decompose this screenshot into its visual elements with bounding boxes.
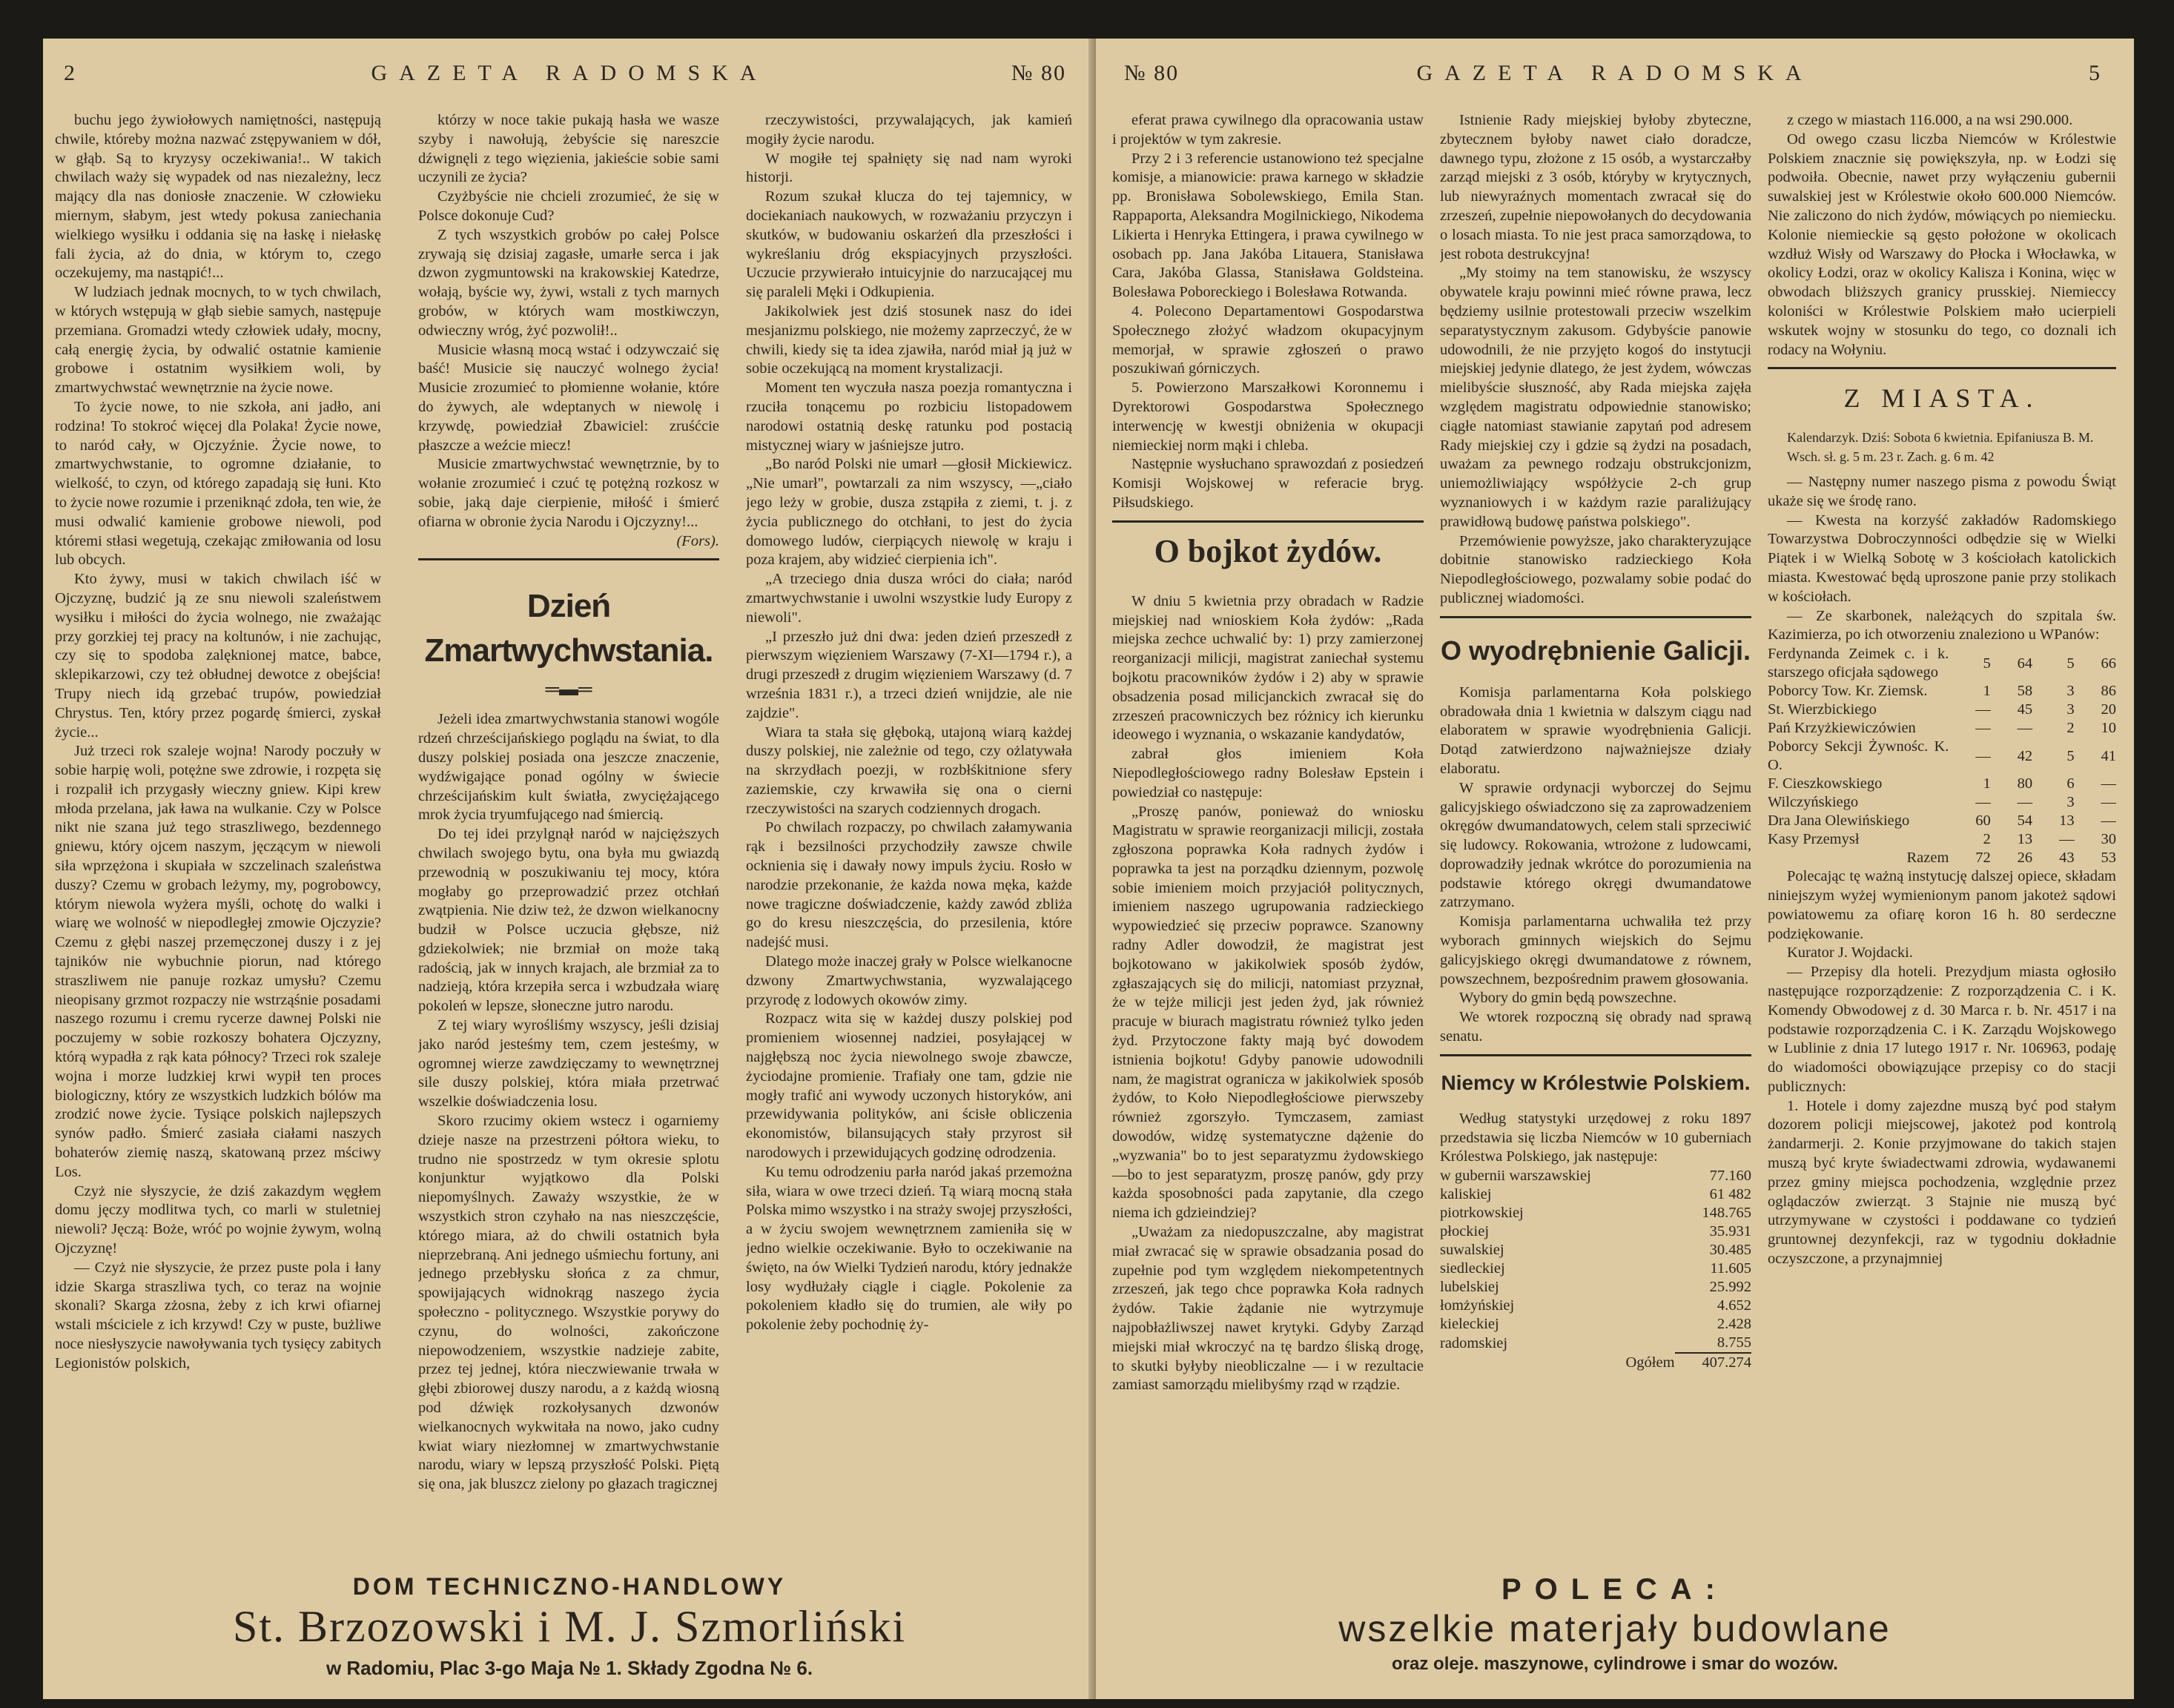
paragraph: We wtorek rozpoczną się obrady nad sprawą senatu. — [1440, 1009, 1751, 1045]
gubernia-name: łomżyńskiej — [1440, 1297, 1515, 1314]
amount-rb: 1 — [1983, 775, 1991, 792]
paragraph: „Bo naród Polski nie umarł —głosił Mickiewicz. „Nie umarł", powtarzali za nim wszyscy, —„ciało jego leży w grobie, dusza zstąpiła z ziemi, t. j. z życia publicznego do otchłani, to jest do życia domowego ludów, cierpiących niewolę w kraju i poza krajem, aby widzieć cierpienia ich". — [746, 456, 1072, 569]
statistics-table — [1440, 1167, 1751, 1372]
paragraph: Kurator J. Wojdacki. — [1787, 944, 1913, 961]
gubernia-name: piotrkowskiej — [1440, 1205, 1524, 1222]
advertisement-brzozowski — [43, 1573, 1096, 1680]
population-value: 35.931 — [1709, 1223, 1751, 1240]
amount-kop: 45 — [2017, 701, 2033, 718]
paragraph: W mogiłe tej spałnięty się nad nam wyroki historji. — [746, 150, 1072, 186]
author-signature: (Fors). — [676, 532, 719, 549]
stats-intro: Według statystyki urzędowej z roku 1897 przedstawia się liczba Niemców w 10 guberniach Królestwa Polskiego, jak następuje: — [1440, 1110, 1751, 1165]
divider — [1768, 367, 2116, 369]
donor-name: St. Wierzbickiego — [1768, 701, 1877, 718]
amount-h: 86 — [2101, 683, 2116, 700]
amount-h: 10 — [2101, 720, 2116, 737]
amount-h: — — [2101, 794, 2116, 811]
paragraph: Kto żywy, musi w takich chwilach iść w Ojczyznę, budzić ją ze snu niewoli szaleństwem wysiłku i miłości do życia wolnego, nie zważając przy gorzkiej tej pracy na koltunów, i nie zachując, czy się to spodoba zalęknionej matce, babce, sklepikarzowi, czy też obłudnej dewotce z obejścia! Trupy niech idą grzebać trupów, powiedział Chrystus. Ten, który przez pogardę śmierci, zyskał życie... — [55, 571, 381, 741]
paragraph: 5. Powierzono Marszałkowi Koronnemu i Dyrektorowi Gospodarstwa Społecznego interwencję w kwestji obniżenia w okupacji niemieckiej norm mąki i chleba. — [1112, 380, 1424, 454]
table-row — [1768, 793, 2116, 812]
table-row — [1440, 1241, 1751, 1260]
paragraph: Do tej idei przylgnął naród w najcięższych chwilach swojego bytu, ona była mu gwiazdą przewodnią w poszukiwaniu tej mocy, która mogłaby go przeprowadzić przez otchłań zwątpienia. Nie dziw też, że dzwon wielkanocny budził w Polsce uczucia głębsze, niż gdziekolwiek; nie brzmiał on może taką radością, jak w innych krajach, ale brzmiał za to nadzieją, która krzepiła serca i wzbudzała wiarę pokoleń w lepsze, słoneczne jutro narodu. — [418, 826, 719, 1015]
amount-h: 20 — [2101, 701, 2116, 718]
table-row — [1768, 719, 2116, 738]
table-row — [1768, 812, 2116, 830]
left-page-header — [43, 61, 1096, 102]
population-value: 4.652 — [1717, 1297, 1751, 1314]
left-page — [43, 39, 1096, 1699]
divider — [418, 558, 719, 560]
amount-h: 53 — [2101, 850, 2116, 867]
article-heading: O bojkot żydów. — [1154, 532, 1382, 569]
column-left-1 — [55, 111, 381, 1601]
paragraph: Z tej wiary wyrośliśmy wszyscy, jeśli dzisiaj jako naród jesteśmy tem, czem jesteśmy, w ogromnej wierze zawdzięczamy to wewnętrznej sile duszy polskiej, która miała przetrwać wszelkie doświadczenia losu. — [418, 1017, 719, 1110]
article-text — [1440, 683, 1751, 1047]
article-text — [1768, 473, 2116, 645]
sunrise-line: Wsch. sł. g. 5 m. 23 r. Zach. g. 6 m. 42 — [1787, 449, 1995, 465]
amount-kop: 13 — [2017, 831, 2033, 848]
table-row — [1440, 1185, 1751, 1204]
paragraph: „I przeszło już dni dwa: jeden dzień przeszedł z pierwszym więzieniem Warszawy (7-XI—1794 r.), a drugi przeszedł z drugim więzieniem Warszawy (d. 7 września 1831 r.), a trzeci dzień wnijdzie, ale nie zajdzie". — [746, 628, 1072, 721]
ad-line: DOM TECHNICZNO-HANDLOWY — [352, 1573, 787, 1600]
population-value: 11.605 — [1710, 1260, 1751, 1277]
paragraph: Jeżeli idea zmartwychwstania stanowi wogóle rdzeń chrześcijańskiego poglądu na świat, to dla duszy polskiej posiada ona jeszcze znaczenie, wydźwigające ponad ogólny w świecie chrześcijańskim kult światła, zwyciężającego mrok życia tryumfującego nad śmiercią. — [418, 711, 719, 824]
amount-rb: 5 — [1983, 655, 1991, 672]
article-text — [1112, 592, 1424, 1395]
paragraph: „Proszę panów, ponieważ do wniosku Magistratu w sprawie reorganizacji milicji, została zgłoszona poprawka Koła radnych żydów i poprawka ta jest na porządku dziennym, pozwolę sobie imieniem moich przyjaciół politycznych, imieniem naszego ugrupowania radzieckiego wypowiedzieć się przeciw poprawce. Szanowny radny Adler dowodził, że magistrat jest bojkotowano w jakikolwiek sposób żydów, zgłaszających się do milicji, natomiast przyznał, że w tejże milicji jest jeden żyd, jak również pracuje w biurach magistratu również tylko jeden żyd. Przytoczone fakty mają być dowodem istnienia bojkotu! Gdyby panowie udowodnili nam, że magistrat ogranicza w jakikolwiek sposób żydów, to Koło Niepodległościowe pierwszeby również zgorszyło. Tymczasem, zamiast dowodów, widzę systematyczne dążenie do „wyzwania" bo to jest separatyzmu żydowskiego—bo to jest separatyzm, proszę panów, gdy przy każda sposobności pada zapytanie, dla czego niema ich gdzieindziej? — [1112, 803, 1424, 1222]
calendar-line: Kalendarzyk. Dziś: Sobota 6 kwietnia. Epifaniusza B. M. — [1787, 430, 2094, 446]
table-row — [1440, 1315, 1751, 1334]
amount-kop: 42 — [2017, 747, 2033, 764]
total-label: Ogółem — [1625, 1354, 1675, 1371]
amount-rb: — — [1975, 701, 1991, 718]
paragraph: Moment ten wyczuła nasza poezja romantyczna i rzuciła tonącemu po rozbiciu listopadowem narodowi ostatnią deskę ratunku pod postacią mistycznej wiary w jaśniejsze jutro. — [746, 380, 1072, 454]
paragraph: W sprawie ordynacji wyborczej do Sejmu galicyjskiego oświadczono się za zaprowadzeniem okręgów dwumandatowych, celem stali sprzeciwić się ludowcy. Rokowania, wtrożone z ludowcami, doprowadziły jednak wkrótce do porozumienia na podstawie którego okręgi dwumandatowe zatrzymano. — [1440, 779, 1751, 911]
page-number: 2 — [64, 61, 87, 85]
donor-name: Poborcy Tow. Kr. Ziemsk. — [1768, 683, 1928, 700]
paragraph: Jakikolwiek jest dziś stosunek nasz do idei mesjanizmu polskiego, nie możemy zaprzeczyć, że w chwili, kiedy się ta idea zjawiła, naród miał ją już w sobie oczekującą na moment krystalizacji. — [746, 302, 1072, 377]
gubernia-name: radomskiej — [1440, 1334, 1508, 1351]
paragraph: Musicie własną mocą wstać i odzywczaić się baść! Musicie się nauczyć wolnego życia! Musicie zrozumieć to płomienne wołanie, które do żywych, ale wdeptanych w niewolę i krzywdę, powiedział Zbawiciel: zruśćcie płaszcze a weźcie miecz! — [418, 341, 719, 454]
paragraph: Wybory do gmin będą powszechne. — [1459, 990, 1677, 1007]
amount-kop: — — [2017, 794, 2033, 811]
population-value: 8.755 — [1717, 1334, 1751, 1351]
table-row — [1440, 1278, 1751, 1297]
gubernia-name: płockiej — [1440, 1223, 1490, 1240]
paragraph: To życie nowe, to nie szkoła, ani jadło, ani rodzina! To stokroć więcej dla Polaka! Życie nowe, to naród cały, w Ojczyźnie. Życie nowe, to zmartwychwstanie, to ogromne działanie, to wielkość, to czyn, od którego zapadają się łuni. Kto to życie nowe rozumie i przeniknąć zdoła, ten wie, że musi odwalić kamienie grobowe niewoli, pod któremi stłasi wegetują, czekając zmiłowania od losu lub obcych. — [55, 398, 381, 569]
amount-kor: 5 — [2066, 655, 2075, 672]
column-left-2 — [418, 111, 719, 1586]
paragraph: Następnie wysłuchano sprawozdań z posiedzeń Komisji Wojskowej w referacie bryg. Piłsudskiego. — [1112, 456, 1424, 511]
paragraph: Polecając tę ważną instytucję dalszej opiece, składam niniejszym wyżej wymienionym panom jakoteż sądowi powiatowemu za ofiarę koron 16 h. 80 serdeczne podziękowanie. — [1768, 868, 2116, 942]
amount-kor: 6 — [2066, 775, 2075, 792]
population-value: 61 482 — [1709, 1186, 1751, 1203]
paragraph: zabrał głos imieniem Koła Niepodległościowego radny Bolesław Epstein i powiedział co następuje: — [1112, 746, 1424, 801]
paragraph: Z tych wszystkich grobów po całej Polsce zrywają się dzisiaj zagasłe, umarłe serca i jak dzwon zygmuntowski na krakowskiej Katedrze, wołają, byście wy, żywi, wstali z tych marnych grobów, w których wam mostkiwczyn, odwieczny wróg, żyć pozwolił!.. — [418, 226, 719, 339]
right-page — [1096, 39, 2134, 1699]
amount-kop: 58 — [2017, 683, 2033, 700]
right-page-header — [1096, 61, 2134, 102]
paragraph: którzy w noce takie pukają hasła we wasze szyby i nawołują, żebyście się nareszcie dźwignęli z tego więzienia, jakieście sobie sami uczynili ze życia? — [418, 112, 719, 186]
paragraph: Przy 2 i 3 referencie ustanowiono też specjalne komisje, a mianowicie: prawa karnego w składzie pp. Bronisława Sobolewskiego, Emila Stan. Rappaporta, Aleksandra Mogilnickiego, Nikodema Likierta i Henryka Ettingera, i prawa cywilnego w osobach pp. Jana Jakóba Litauera, Stanisława Cara, Jakóba Glassa, Stanisława Goldsteina. Bolesława Poboreckiego i Bolesława Rotwanda. — [1112, 150, 1424, 301]
table-row — [1768, 645, 2116, 682]
paragraph: Po chwilach rozpaczy, po chwilach załamywania rąk i bezsilności przychodziły zawsze chwile ocknienia się i dawały nowy impuls życiu. Rosło w narodzie przekonanie, że każda nowa męka, każde nowe tragiczne doświadczenie, każdy zawód zbliża go do kresu nieszczęścia, do przesilenia, które nadejść musi. — [746, 819, 1072, 951]
article-heading: Niemcy w Królestwie Polskiem. — [1441, 1070, 1751, 1094]
paragraph: 1. Hotele i domy zajezdne muszą być pod stałym dozorem policji miejscowej, jakoteż pod kontrolą żandarmerji. 2. Konie przyjmowane do takich stajen muszą być kryte świadectwami zdrowia, wydawanemi przez gminy miejsca pochodzenia, względnie przez oglądaczów zwierząt. 3 Stajnie nie muszą być utrzymywane w czystości i poddawane co tydzień gruntownej dezynfekcji, raz w tygodniu dokładnie oczyszczone, a przynajmniej — [1768, 1097, 2116, 1268]
amount-h: 41 — [2101, 747, 2116, 764]
amount-kor: 3 — [2066, 701, 2075, 718]
section-heading: Z MIASTA. — [1843, 383, 2041, 414]
newspaper-title: GAZETA RADOMSKA — [1416, 61, 1814, 85]
column-right-1 — [1112, 111, 1424, 1601]
paragraph: rzeczywistości, przywalających, jak kamień mogiły życie narodu. — [746, 112, 1072, 148]
ad-line: POLECA: — [1501, 1573, 1728, 1606]
population-value: 148.765 — [1702, 1205, 1751, 1222]
table-row — [1768, 682, 2116, 701]
page-number: 5 — [2089, 61, 2112, 85]
table-total-row — [1440, 1353, 1751, 1372]
issue-number: № 80 — [1124, 61, 1180, 85]
donations-table — [1768, 645, 2116, 867]
article-text — [1768, 867, 2116, 1269]
amount-rb: 72 — [1975, 850, 1991, 867]
paragraph: Istnienie Rady miejskiej byłoby zbyteczne, zbytecznem byłoby nawet ciało doradcze, dawnego typu, złożone z 15 osób, a wystarczałby zarząd miejski z 3 osób, któryby w krytycznych, lub niewyraźnych momentach zwracał się do zrzeszeń, zupełnie niepowołanych do decydowania o losach miasta. To nie jest praca samorządowa, to jest robota destrukcyjna! — [1440, 112, 1751, 262]
paragraph: Ku temu odrodzeniu parła naród jakaś przemożna siła, wiara w owe trzeci dzień. Tą wiarą mocną stała Polska mimo wszystko i na straży swojej przyszłości, a w życiu swojem wewnętrznem zamieniła się w jedno wielkie oczekiwanie. Było to oczekiwanie na święto, na ów Wielki Tydzień narodu, który jednakże losy wydłużały ciągle i ciągle. Pokolenie za pokoleniem kładło się do trumien, ale wiły po pokolenie żeby pochodnię ży- — [746, 1163, 1072, 1334]
paragraph: Komisja parlamentarna Koła polskiego obradowała dnia 1 kwietnia w dalszym ciągu nad elaboratem w sprawie wyodrębnienia Galicji. Dotąd zatwierdzono najważniejsze działy elaboratu. — [1440, 683, 1751, 777]
paragraph: W dniu 5 kwietnia przy obradach w Radzie miejskiej nad wnioskiem Koła żydów: „Rada miejska zechce uchwalić by: 1) przy zamierzonej reorganizacji milicji, magistrat zaniechał systemu bojkotu pracowników żydów i 2) aby w sprawie obsadzenia posad milicjanckich zwracał się do zrzeszeń pracowniczych bez różnicy ich kierunku ideowego i wyznania, o wskazanie kandydatów, — [1112, 592, 1424, 744]
paragraph: W ludziach jednak mocnych, to w tych chwilach, w których wstępują w głąb siebie samych, następuje przemiana. Gromadzi wtedy człowiek udały, mocny, całą energię życia, by odwalić ostatnie kamienie grobowe i ostatnim wysiłkiem woli, by zmartwychwstać wewnętrznie na życie nowe. — [55, 284, 381, 397]
amount-kop: 64 — [2017, 655, 2033, 672]
paragraph: Od owego czasu liczba Niemców w Królestwie Polskiem znacznie się powiększyła, np. w Łodzi się podwoiła. Obecnie, nawet przy wyłączeniu gubernii suwalskiej jest w Królestwie około 600.000 Niemców. Nie zaliczono do nich żydów, mówiących po niemiecku. Kolonie niemieckie są gęsto położone w okolicach wzdłuż Wisły od Warszawy do Płocka i Włocławka, w okolicy Łodzi, oraz w okolicy Kalisza i Konina, więc w obwodach bliższych granicy prusskiej. Niemieccy koloniści w Królestwie Polskiem mało ucierpieli wskutek wojny w stosunku do tego, co doznali ich rodacy na Wołyniu. — [1768, 130, 2116, 358]
paragraph: Przemówienie powyższe, jako charakteryzujące dobitnie stanowisko radzieckiego Koła Niepodległościowego, pozwalamy sobie podać do publicznej wiadomości. — [1440, 532, 1751, 606]
table-row — [1440, 1297, 1751, 1315]
ornament: ═▬═ — [545, 678, 592, 701]
amount-kop: — — [2017, 720, 2033, 737]
amount-h: — — [2101, 775, 2116, 792]
paragraph: Rozum szukał klucza do tej tajemnicy, w dociekaniach naukowych, w rozważaniu przyczyn i skutków, w budowaniu oskarżeń dla przeszłości i wykreślaniu dróg ekspiacyjnych przyszłości. Uczucie przywierało intuicyjnie do narzucającej mu się paraleli Męki i Odkupienia. — [746, 188, 1072, 301]
paragraph: Skoro rzucimy okiem wstecz i ogarniemy dzieje nasze na przestrzeni półtora wieku, to trudno nie spostrzedz w tym okresie splotu konjunktur wyjątkowo dla Polski niepomyślnych. Zaważy wszystkie, że w wszystkich stron czyhało na nas nieszczęście, którego miara, aż do chwili ostatnich była nieprzebraną. Ani jednego uśmiechu fortuny, ani jednego przebłysku słońca z za chmur, spowijających widnokrąg naszego życia społeczno - politycznego. Wszystkie porywy do czynu, do wolności, zakończone niepowodzeniem, wszystkie nadzieje zabite, przez tej jednej, która nieczwiewanie trwała w głębi zbiorowej duszy narodu, a z każdą wiosną pod dźwięk rozkołysanych dzwonów wielkanocnych wykwitała na nowo, jako cudny kwiat wiary niezłomnej w zmartwychwstanie narodu, wiary w lepszą przyszłość Polski. Piętą się ona, jak bluszcz zielony po głazach tragicznej — [418, 1113, 719, 1493]
population-value: 77.160 — [1709, 1168, 1751, 1185]
article-text — [1112, 111, 1424, 513]
amount-kor: 5 — [2066, 747, 2075, 764]
paragraph: Musicie zmartwychwstać wewnętrznie, by to wołanie zrozumieć i czuć tę potężną rozkosz w sobie, jaką daje cierpienie, miłość i śmierć ofiarna w obronie życia Narodu i Ojczyzny!... — [418, 456, 719, 530]
amount-kop: 80 — [2017, 775, 2033, 792]
column-left-3 — [746, 111, 1072, 1586]
paragraph: — Ze skarbonek, należących do szpitala św. Kazimierza, po ich otworzeniu znaleziono u WPanów: — [1768, 607, 2116, 643]
paragraph: „My stoimy na tem stanowisku, że wszyscy obywatele kraju powinni mieć równe prawa, lecz będziemy usilnie protestowali przeciw wszelkim separatystycznym zakusom. Gdybyście panowie udowodnili, że nie przyjęto kogoś do instytucji miejskiej jedynie dlatego, że jest żydem, wówczas mielibyście słuszność, aby Rada miejska zajęła względem magistratu odpowiednie stanowisko; ciągłe natomiast stawianie zapytań pod adresem Rady miejskiej czy i gdzie są żydzi na posadach, uważam za pewnego rodzaju obstrukcjonizm, uniemożliwiający współżycie 2-ch grup wyznaniowych i w każdym razie paraliżujący prawidłową budowę państwa polskiego". — [1440, 265, 1751, 530]
paragraph: „A trzeciego dnia dusza wróci do ciała; naród zmartwychwstanie i uwolni wszystkie ludy Europy z niewoli". — [746, 571, 1072, 626]
amount-rb: 2 — [1983, 831, 1991, 848]
divider — [1440, 1054, 1751, 1056]
population-value: 25.992 — [1709, 1279, 1751, 1296]
donor-name: Dra Jana Olewińskiego — [1768, 812, 1910, 830]
newspaper-title: GAZETA RADOMSKA — [371, 61, 768, 85]
article-heading: Dzień Zmartwychwstania. — [424, 588, 713, 669]
population-value: 2.428 — [1717, 1316, 1751, 1333]
paragraph: Dlatego może inaczej grały w Polsce wielkanocne dzwony Zmartwychwstania, wyzwalającego przyrodę z lodowych okowów zimy. — [746, 953, 1072, 1008]
paragraph: — Czyż nie słyszycie, że przez puste pola i łany idzie Skarga straszliwa tych, co teraz na wojnie skonali? Skarga zżosna, żeby z ich krwi ofiarnej wstali mściciele z ich krzywd! Czy w puste, bużliwe noce niesłyszycie nawoływania tych tysięcy zabitych Legionistów polskich, — [55, 1259, 381, 1371]
donor-name: Poborcy Sekcji Żywnośc. K. O. — [1768, 738, 1949, 774]
column-right-3 — [1768, 111, 2116, 1601]
amount-h: — — [2101, 812, 2116, 830]
paragraph: Czyżbyście nie chcieli zrozumieć, że się w Polsce dokonuje Cud? — [418, 188, 719, 224]
table-total-row — [1768, 849, 2116, 867]
amount-kop: 26 — [2017, 850, 2033, 867]
amount-rb: — — [1975, 720, 1991, 737]
column-right-2 — [1440, 111, 1751, 1601]
donor-name: F. Cieszkowskiego — [1768, 775, 1883, 792]
table-row — [1768, 830, 2116, 849]
table-row — [1768, 775, 2116, 793]
gubernia-name: siedleckiej — [1440, 1260, 1505, 1277]
article-text — [418, 111, 719, 532]
article-text — [418, 710, 719, 1494]
amount-h: 66 — [2101, 655, 2116, 672]
paragraph: — Przepisy dla hoteli. Prezydjum miasta ogłosiło następujące rozporządzenie: Z rozporządzenia C. i K. Komendy Obwodowej z d. 30 Marca r. b. Nr. 4517 i na podstawie rozporządzenia C. i K. Zarządu Wojskowego w Lublinie z dnia 17 lutego 1917 r. Nr. 106963, podaję do wiadomości obowiązujące przepisy co do stacji publicznych: — [1768, 964, 2116, 1095]
paragraph: eferat prawa cywilnego dla opracowania ustaw i projektów w tym zakresie. — [1112, 112, 1424, 148]
total-value: 407.274 — [1675, 1353, 1751, 1372]
table-row — [1440, 1167, 1751, 1185]
amount-rb: — — [1975, 794, 1991, 811]
table-row — [1440, 1204, 1751, 1222]
amount-kop: 54 — [2017, 812, 2033, 830]
paragraph: buchu jego żywiołowych namiętności, następują chwile, któreby można nazwać zstępywaniem w dół, w głąb. Są to kryzysy oczekiwania!.. W takich chwilach waży się wypadek od nas niezależny, lecz mający dla nas doniosłe znaczenie. W człowieku miernym, słabym, jest wtedy pokusa zaniechania wielkiego wysiłku i oddania się na łaskę i niełaskę fali życia, aż do dnia, w którym to, czego oczekujemy, ma nastąpić!... — [55, 112, 381, 282]
gubernia-name: w gubernii warszawskiej — [1440, 1168, 1591, 1185]
amount-kor: 3 — [2066, 683, 2075, 700]
paragraph: Czyż nie słyszycie, że dziś zakazdym węgłem domu jęczy modlitwa tych, co marli w stuletniej niewoli? Jęczą: Boże, wróć po wojnie żywym, wolną Ojczyznę! — [55, 1182, 381, 1257]
paragraph: Rozpacz wita się w każdej duszy polskiej pod promieniem wiosennej nadziei, posyłającej w najgłębszą noc życia niewolnego swoje zbawcze, życiodajne promienie. Trafiały one tam, gdzie nie mogły trafić ani wywody uczonych historyków, ani przewidywania polityków, ani ścisłe obliczenia ekonomistów, bilansujących stały przyrost sił narodowych i przewidujących godzinę odrodzenia. — [746, 1010, 1072, 1162]
paragraph: — Następny numer naszego pisma z powodu Świąt ukaże się we środę rano. — [1768, 473, 2116, 509]
ad-company-name: St. Brzozowski i M. J. Szmorliński — [232, 1602, 907, 1651]
amount-rb: 1 — [1983, 683, 1991, 700]
paragraph: 4. Polecono Departamentowi Gospodarstwa Społecznego złożyć władzom okupacyjnym memorjał, w sprawie zgłoszeń o prawo poszukiwań górniczych. — [1112, 302, 1424, 377]
total-label: Razem — [1906, 850, 1949, 867]
donor-name: Kasy Przemysł — [1768, 831, 1860, 848]
table-row — [1440, 1334, 1751, 1353]
paragraph: Komisja parlamentarna uchwaliła też przy wyborach gminnych wiejskich do Sejmu galicyjskiego okręgi dwumandatowe z równem, powszechnem, bezpośrednim prawem głosowania. — [1440, 913, 1751, 987]
paragraph: Już trzeci rok szaleje wojna! Narody poczuły w sobie harpię woli, potężne swe zdrowie, i rozpęta się i rozpalił ich przygasły wieczny gniew. Kipi krew młoda przelana, jak ława na wulkanie. Czy w Polsce nikt nie szana już tego straszliwego, bezdennego gniewu, który ojcem naszym, jęczącym w niewoli siła wprzężona i skupiała w szczelinach szaleństwa duszy? Czemu w grobach leżymy, my, pogrobowcy, którym niewola wyżera myśli, ochotę do walki i wiarę we wolność w niepodległej zmowie Ojczyzie? Czemu z głębi naszej przemęczonej duszy i z jej tajników nie wybuchnie piorun, nad którego straszliwem nie panuje rozkaz umysłu? Czemu nieopisany grzmot rozpaczy nie wstrząśnie posadami naszego rozumu i cremu rycerze dawnej Polski nie poczujemy w sobie rozkoszy bohatera Ojczyzny, którą wypadła z rąk kata północy? Trzeci rok szaleje wojna i morze ludzkiej krwi wypił ten proces biologiczny, który ze wszystkich ludzkich bólów ma zrodzić nowe życie. Tysiące polskich najlepszych synów padło. Śmierć zasiała ciałami naszych bohaterów ziemię naszą, skatowaną przez mściwy Los. — [55, 743, 381, 1180]
amount-kor: — — [2059, 831, 2075, 848]
amount-rb: — — [1975, 747, 1991, 764]
gubernia-name: lubelskiej — [1440, 1279, 1499, 1296]
ad-products: oraz oleje. maszynowe, cylindrowe i smar do wozów. — [1392, 1654, 1838, 1674]
article-text — [1440, 111, 1751, 609]
gubernia-name: kieleckiej — [1440, 1316, 1499, 1333]
paragraph: Wiara ta stała się głęboką, utajoną wiarą każdej duszy polskiej, nie zależnie od tego, czy ożlatywała na skrzydłach poezji, w rozbłśkitnione sfery zaziemskie, czy krwawiła się ona o cierni rzeczywistości na szarych codziennych drogach. — [746, 724, 1072, 817]
gubernia-name: kaliskiej — [1440, 1186, 1492, 1203]
article-text — [1768, 111, 2116, 360]
divider — [1440, 616, 1751, 618]
ad-slogan: wszelkie materjały budowlane — [1338, 1608, 1891, 1649]
amount-kor: 43 — [2059, 850, 2075, 867]
gubernia-name: suwalskiej — [1440, 1242, 1504, 1259]
issue-number: № 80 — [1011, 61, 1066, 85]
donor-name: Pań Krzyżkiewiczówien — [1768, 720, 1916, 737]
article-heading: O wyodrębnienie Galicji. — [1440, 635, 1751, 666]
paragraph: — Kwesta na korzyść zakładów Radomskiego Towarzystwa Dobroczynności odbędzie się w Wielki Piątek i w Wielką Sobotę w 3 kościołach katolickich miasta. Kwestować będą uproszone panie przy stolikach w kościołach. — [1768, 512, 2116, 605]
donor-name: Ferdynanda Zeimek c. i k. starszego oficjała sądowego — [1768, 646, 1949, 681]
amount-kor: 13 — [2059, 812, 2075, 830]
table-row — [1768, 738, 2116, 775]
divider — [1112, 520, 1424, 523]
population-value: 30.485 — [1709, 1242, 1751, 1259]
amount-h: 30 — [2101, 831, 2116, 848]
amount-kor: 2 — [2066, 720, 2075, 737]
amount-kor: 3 — [2066, 794, 2075, 811]
paragraph: „Uważam za niedopuszczalne, aby magistrat miał zwracać się w sprawie obsadzania posad do zupełnie pod tym względem niekompetentnych zrzeszeń, jak tego chce poprawka Koła radnych żydów. Takie żądanie nie wytrzymuje najpobłażliwszej nawet krytyki. Gdyby Zarząd miejski miał wkroczyć na tę bardzo śliską drogę, to skutki byłyby nieobliczalne — i w rezultacie zamiast samorządu mielibyśmy rząd w rządzie. — [1112, 1224, 1424, 1394]
paragraph: z czego w miastach 116.000, a na wsi 290.000. — [1787, 112, 2073, 128]
amount-rb: 60 — [1975, 812, 1991, 830]
advertisement-materials — [1096, 1573, 2134, 1675]
table-row — [1440, 1222, 1751, 1241]
table-row — [1440, 1260, 1751, 1278]
table-row — [1768, 701, 2116, 719]
ad-address: w Radomiu, Plac 3-go Maja № 1. Składy Zgodna № 6. — [326, 1657, 813, 1679]
donor-name: Wilczyńskiego — [1768, 794, 1859, 811]
